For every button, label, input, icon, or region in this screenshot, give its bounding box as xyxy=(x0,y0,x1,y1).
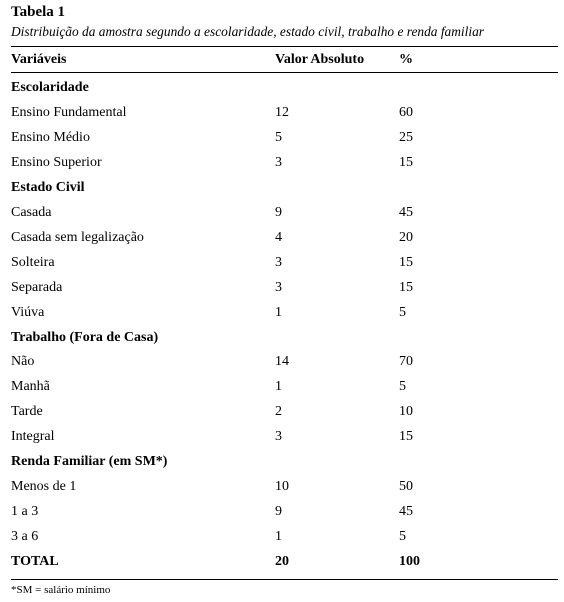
total-absolute-value: 20 xyxy=(275,554,289,569)
row-percent: 70 xyxy=(399,354,413,370)
row-label: Manhã xyxy=(11,379,50,395)
section-label: Renda Familiar (em SM*) xyxy=(11,454,168,470)
row-absolute-value: 9 xyxy=(275,204,282,220)
row-absolute-value: 3 xyxy=(275,279,282,295)
row-absolute-value: 1 xyxy=(275,379,282,395)
row-percent: 45 xyxy=(399,204,413,220)
table-row xyxy=(0,153,564,173)
row-percent: 20 xyxy=(399,229,413,245)
row-label: Tarde xyxy=(11,404,43,420)
row-label: 1 a 3 xyxy=(11,504,39,520)
row-percent: 45 xyxy=(399,504,413,520)
row-absolute-value: 12 xyxy=(275,105,289,120)
section-header-row xyxy=(0,328,564,348)
row-absolute-value: 3 xyxy=(275,154,282,170)
row-label: Ensino Fundamental xyxy=(11,105,127,120)
row-percent: 5 xyxy=(399,529,406,545)
table-row xyxy=(0,502,564,522)
table-row xyxy=(0,103,564,123)
row-label: Casada xyxy=(11,204,52,220)
row-absolute-value: 3 xyxy=(275,254,282,270)
row-absolute-value: 9 xyxy=(275,504,282,520)
header-valor-absoluto: Valor Absoluto xyxy=(275,52,365,67)
header-rule xyxy=(11,72,558,73)
footnote: *SM = salário mínimo xyxy=(11,584,111,596)
row-absolute-value: 2 xyxy=(275,404,282,420)
row-absolute-value: 1 xyxy=(275,529,282,545)
row-percent: 15 xyxy=(399,279,413,295)
table-row xyxy=(0,527,564,547)
row-label: Viúva xyxy=(11,304,45,320)
table-row xyxy=(0,203,564,223)
table-row xyxy=(0,427,564,447)
section-header-row xyxy=(0,452,564,472)
row-absolute-value: 5 xyxy=(275,129,282,145)
table-caption: Distribuição da amostra segundo a escolaridade, estado civil, trabalho e renda familiar xyxy=(11,24,484,39)
row-percent: 15 xyxy=(399,429,413,445)
row-label: Não xyxy=(11,354,35,370)
table-row xyxy=(0,402,564,422)
row-label: Separada xyxy=(11,279,63,295)
table-row xyxy=(0,352,564,372)
row-absolute-value: 1 xyxy=(275,304,282,320)
row-percent: 15 xyxy=(399,254,413,270)
row-absolute-value: 4 xyxy=(275,229,282,245)
row-label: Integral xyxy=(11,429,55,445)
top-rule xyxy=(11,46,558,47)
row-label: Casada sem legalização xyxy=(11,229,144,245)
row-label: Solteira xyxy=(11,254,55,270)
table-row xyxy=(0,477,564,497)
row-percent: 5 xyxy=(399,304,406,320)
row-percent: 50 xyxy=(399,479,413,495)
table-row xyxy=(0,303,564,323)
table-title: Tabela 1 xyxy=(11,4,66,20)
table-row xyxy=(0,128,564,148)
row-absolute-value: 3 xyxy=(275,429,282,445)
row-absolute-value: 10 xyxy=(275,479,289,495)
header-variaveis: Variáveis xyxy=(11,52,67,67)
total-row xyxy=(0,552,564,572)
table-row xyxy=(0,377,564,397)
row-label: 3 a 6 xyxy=(11,529,39,545)
section-label: Trabalho (Fora de Casa) xyxy=(11,329,159,345)
row-label: Menos de 1 xyxy=(11,479,77,495)
section-label: Estado Civil xyxy=(11,179,85,195)
table-row xyxy=(0,278,564,298)
row-label: Ensino Médio xyxy=(11,129,90,145)
section-header-row xyxy=(0,178,564,198)
total-percent: 100 xyxy=(399,554,420,569)
row-percent: 60 xyxy=(399,105,413,120)
table-row xyxy=(0,228,564,248)
header-percent: % xyxy=(399,52,413,67)
row-label: Ensino Superior xyxy=(11,154,102,170)
section-header-row xyxy=(0,78,564,98)
total-label: TOTAL xyxy=(11,554,59,569)
table-row xyxy=(0,253,564,273)
bottom-rule xyxy=(11,579,558,580)
section-label: Escolaridade xyxy=(11,80,89,95)
row-absolute-value: 14 xyxy=(275,354,289,370)
row-percent: 5 xyxy=(399,379,406,395)
row-percent: 10 xyxy=(399,404,413,420)
row-percent: 15 xyxy=(399,154,413,170)
row-percent: 25 xyxy=(399,129,413,145)
